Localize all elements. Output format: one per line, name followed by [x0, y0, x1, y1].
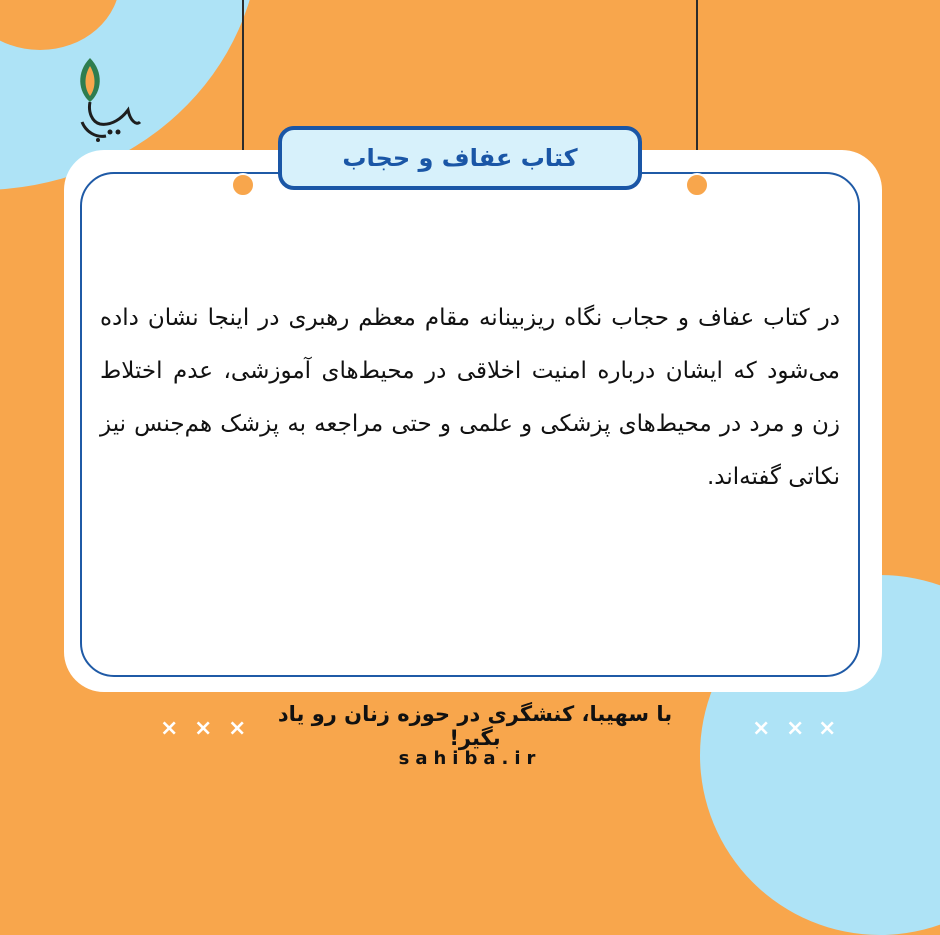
decorative-x-mark: ×	[228, 716, 247, 741]
website-link[interactable]: sahiba.ir	[398, 748, 542, 769]
title-banner	[278, 126, 642, 190]
sahiba-logo-icon	[72, 52, 144, 142]
decorative-x-mark: ×	[160, 716, 179, 741]
pin-right	[685, 173, 709, 197]
decorative-x-mark: ×	[786, 716, 805, 741]
body-paragraph: در کتاب عفاف و حجاب نگاه ریزبینانه مقام معظم رهبری در اینجا نشان داده می‌شود که ایشان درباره امنیت اخلاقی در محیط‌های آموزشی، عدم اختلاط زن و مرد در محیط‌های پزشکی و علمی و حتی مراجعه به پزشک هم‌جنس نیز نکاتی گفته‌اند.	[100, 305, 840, 490]
decorative-x-mark: ×	[752, 716, 771, 741]
decorative-x-mark: ×	[818, 716, 837, 741]
page-title: کتاب عفاف و حجاب	[342, 144, 578, 172]
pin-left	[231, 173, 255, 197]
decorative-x-mark: ×	[194, 716, 213, 741]
tagline: با سهیبا، کنشگری در حوزه زنان رو یاد بگیر!	[277, 702, 673, 750]
